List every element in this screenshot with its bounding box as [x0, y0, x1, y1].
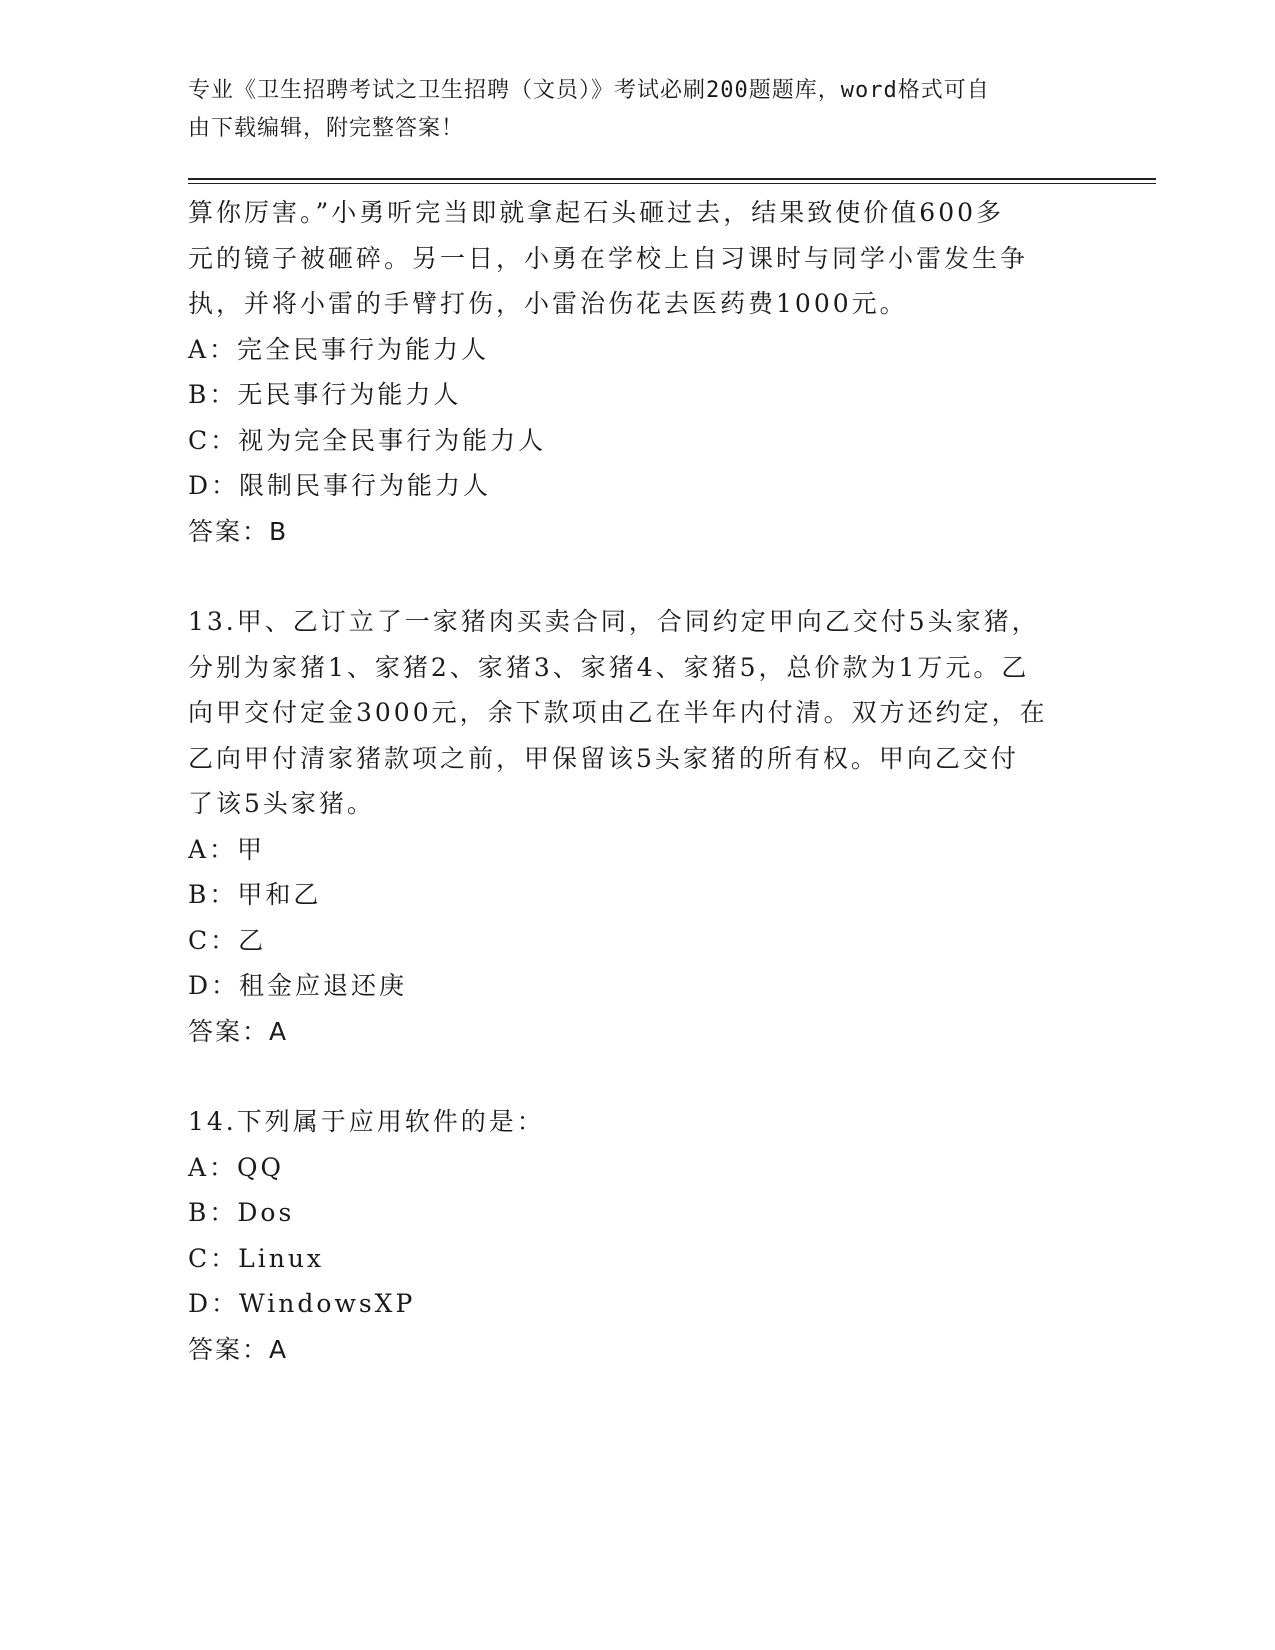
option-c: C：乙 — [188, 925, 267, 955]
question-text-line: 乙向甲付清家猪款项之前，甲保留该5头家猪的所有权。甲向乙交付 — [188, 743, 1019, 773]
option-a: A：完全民事行为能力人 — [188, 334, 490, 364]
header-rule-bottom — [188, 183, 1156, 184]
answer-label: 答案：A — [188, 1334, 289, 1364]
spacer — [188, 554, 1088, 599]
question-text-line: 算你厉害。”小勇听完当即就拿起石头砸过去，结果致使价值600多 — [188, 198, 1005, 227]
question-12-continued — [188, 190, 1088, 554]
question-text-line: 13.甲、乙订立了一家猪肉买卖合同，合同约定甲向乙交付5头家猪， — [188, 607, 1040, 636]
answer-label: 答案：B — [188, 516, 289, 546]
option-d: D：租金应退还庚 — [188, 971, 408, 1000]
header-rule-top — [188, 178, 1156, 180]
question-14 — [188, 1099, 1088, 1372]
option-d: D：WindowsXP — [188, 1289, 416, 1318]
option-b: B：无民事行为能力人 — [188, 380, 462, 409]
option-c: C：Linux — [188, 1243, 325, 1273]
option-a: A：甲 — [188, 834, 266, 864]
question-text-line: 14.下列属于应用软件的是： — [188, 1107, 545, 1136]
option-a: A：QQ — [188, 1152, 285, 1182]
question-13 — [188, 599, 1088, 1054]
header-line-2: 由下载编辑，附完整答案！ — [188, 116, 465, 141]
document-header — [188, 72, 1078, 148]
question-text-line: 分别为家猪1、家猪2、家猪3、家猪4、家猪5，总价款为1万元。乙 — [188, 652, 1030, 682]
option-d: D：限制民事行为能力人 — [188, 471, 492, 500]
option-b: B：Dos — [188, 1198, 295, 1227]
question-text-line: 向甲交付定金3000元，余下款项由乙在半年内付清。双方还约定，在 — [188, 698, 1048, 727]
question-text-line: 了该5头家猪。 — [188, 789, 375, 818]
spacer — [188, 1054, 1088, 1099]
document-body — [188, 190, 1088, 1372]
question-text-line: 元的镜子被砸碎。另一日，小勇在学校上自习课时与同学小雷发生争 — [188, 243, 1029, 273]
option-c: C：视为完全民事行为能力人 — [188, 425, 547, 455]
question-text-line: 执，并将小雷的手臂打伤，小雷治伤花去医药费1000元。 — [188, 289, 908, 318]
header-line-1: 专业《卫生招聘考试之卫生招聘（文员）》考试必刷200题题库，word格式可自 — [188, 78, 990, 103]
option-b: B：甲和乙 — [188, 880, 322, 909]
answer-label: 答案：A — [188, 1016, 289, 1046]
